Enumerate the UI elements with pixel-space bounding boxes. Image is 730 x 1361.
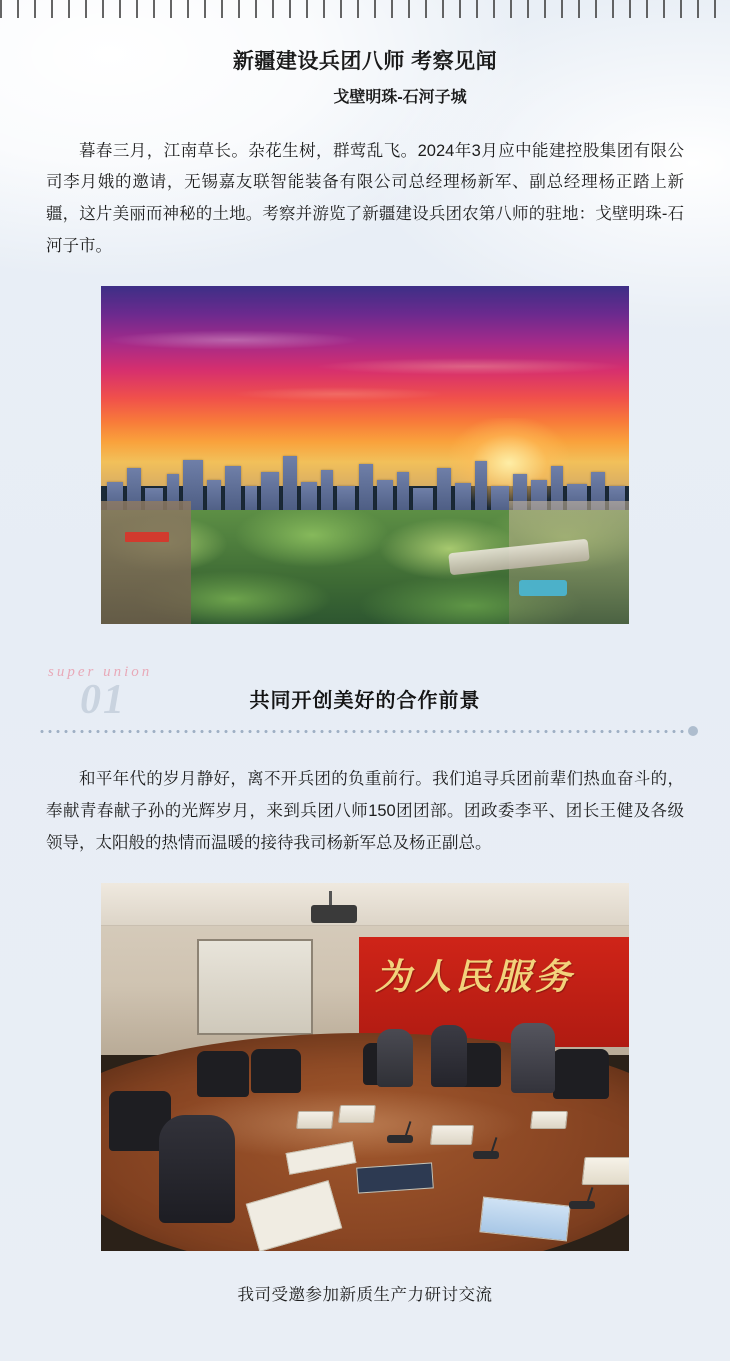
table-microphone	[387, 1135, 413, 1143]
page-title: 新疆建设兵团八师 考察见闻	[232, 50, 498, 73]
city-sunset-photo	[101, 286, 629, 624]
paragraph-1: 暮春三月，江南草长。杂花生树，群莺乱飞。2024年3月应中能建控股集团有限公司李月娥的邀请，无锡嘉友联智能装备有限公司总经理杨新军、副总经理杨正踏上新疆，这片美丽而神秘的土地。考察并游览了新疆建设兵团农第八师的驻地：戈壁明珠-石河子市。	[46, 141, 684, 255]
attendee	[159, 1115, 235, 1223]
projector-icon	[311, 905, 357, 923]
section-brand-text: super union	[48, 664, 153, 681]
image-2-container	[101, 883, 629, 1251]
attendee	[511, 1023, 555, 1093]
image-1-container	[101, 286, 629, 624]
image-caption: 我司受邀参加新质生产力研讨交流	[237, 1286, 493, 1305]
projection-screen	[197, 939, 313, 1035]
left-road	[101, 501, 191, 624]
chair	[251, 1049, 301, 1093]
chair	[197, 1051, 249, 1097]
attendee	[431, 1025, 467, 1087]
document-on-table	[356, 1163, 434, 1194]
page-subtitle: 戈壁明珠-石河子城	[333, 88, 467, 106]
nameplate	[430, 1125, 474, 1145]
divider-end-dot	[688, 726, 698, 736]
table-microphone	[473, 1151, 499, 1159]
banner-calligraphy-text: 为人民服务	[375, 957, 576, 998]
attendee	[377, 1029, 413, 1087]
nameplate	[530, 1111, 568, 1129]
paragraph-2: 和平年代的岁月静好，离不开兵团的负重前行。我们追寻兵团前辈们热血奋斗的，奉献青春献子孙的光辉岁月，来到兵团八师150团团部。团政委李平、团长王健及各级领导，太阳般的热情而温暖的接待我司杨新军总及杨正副总。	[46, 770, 684, 852]
table-microphone	[569, 1201, 595, 1209]
water-pool	[519, 580, 567, 596]
red-signboard	[125, 532, 169, 542]
section-header	[0, 662, 730, 734]
nameplate	[296, 1111, 334, 1129]
title-block	[0, 46, 730, 110]
section-divider	[38, 730, 692, 733]
section-number: 01	[80, 677, 126, 724]
meeting-room-ceiling	[101, 883, 629, 926]
nameplate	[338, 1105, 376, 1123]
chair	[553, 1049, 609, 1099]
nameplate	[582, 1157, 629, 1185]
meeting-room-photo	[101, 883, 629, 1251]
section-heading: 共同开创美好的合作前景	[249, 690, 481, 713]
